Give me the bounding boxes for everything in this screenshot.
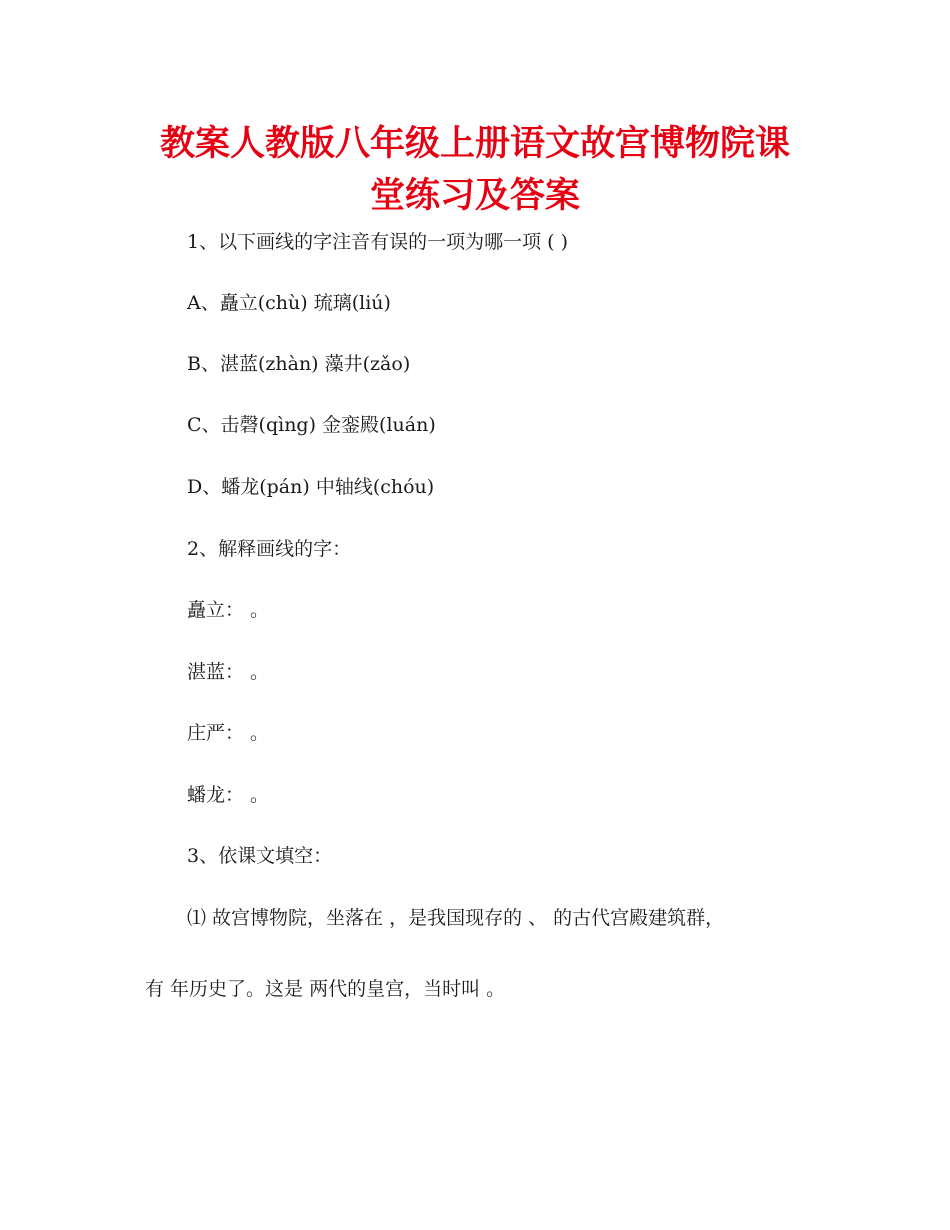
fill-blank-1: ⑴ 故宫博物院，坐落在 ，是我国现存的 、 的古代宫殿建筑群， [187, 907, 725, 929]
question-1: 1、以下画线的字注音有误的一项为哪一项 ( ) [187, 231, 568, 253]
question-3: 3、依课文填空： [187, 845, 333, 867]
option-d: D、蟠龙(pán) 中轴线(chóu) [187, 476, 435, 498]
title-line-2: 堂练习及答案 [369, 176, 580, 216]
option-c: C、击磬(qìng) 金銮殿(luán) [187, 414, 436, 436]
explain-item-2: 湛蓝： 。 [187, 661, 270, 683]
explain-item-4: 蟠龙： 。 [187, 784, 270, 806]
option-b: B、湛蓝(zhàn) 藻井(zǎo) [187, 353, 411, 375]
title-line-1: 教案人教版八年级上册语文故宫博物院课 [159, 124, 790, 164]
explain-item-1: 矗立： 。 [187, 599, 270, 621]
explain-item-3: 庄严： 。 [187, 722, 270, 744]
option-a: A、矗立(chù) 琉璃(liú) [187, 292, 391, 314]
question-2: 2、解释画线的字： [187, 538, 352, 560]
document-title [130, 118, 820, 222]
fill-blank-1-continued: 有 年历史了。这是 两代的皇宫，当时叫 。 [145, 978, 506, 1000]
